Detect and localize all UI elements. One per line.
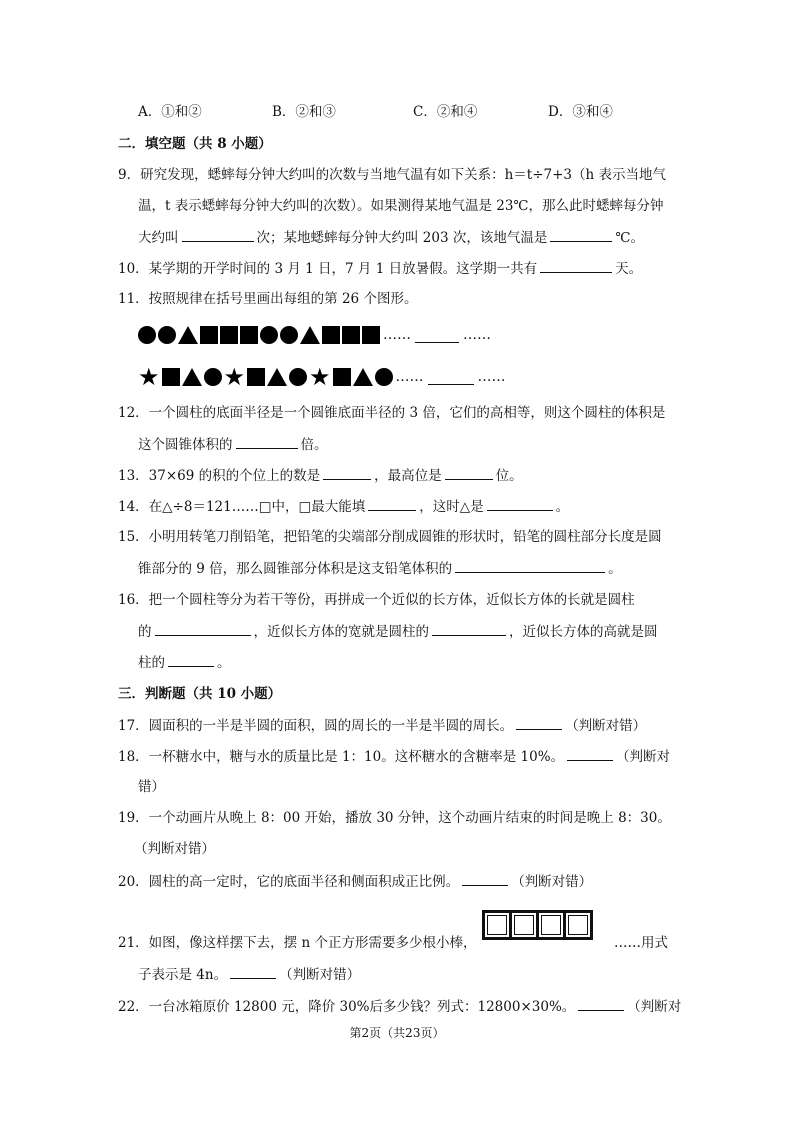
circle-shape (289, 368, 307, 386)
q20-line (118, 871, 592, 892)
q21-text-c: 子表示是 4n。 (138, 967, 228, 983)
q13-text-a: 13．37×69 的积的个位上的数是 (118, 468, 321, 484)
q19-line2: （判断对错） (134, 841, 215, 857)
q15-text-a: 锥部分的 9 倍，那么圆锥部分体积是这支铅笔体积的 (138, 561, 453, 577)
q12-text-b: 倍。 (300, 437, 328, 453)
answer-blank[interactable] (578, 996, 624, 1011)
q16-line2 (138, 621, 658, 642)
answer-blank[interactable] (432, 621, 506, 636)
q16-line3 (138, 652, 231, 673)
q13-text-b: ，最高位是 (374, 468, 442, 484)
ellipsis: …… (383, 327, 411, 343)
q20-text-b: （判断对错） (511, 874, 593, 890)
q22-line (118, 996, 681, 1017)
q9-line3 (138, 227, 644, 248)
square-shape (200, 326, 218, 344)
q10-text-b: 天。 (615, 261, 643, 277)
triangle-shape (267, 368, 287, 386)
q18-text-a: 18．一杯糖水中，糖与水的质量比是 1：10。这杯糖水的含糖率是 10%。 (118, 749, 565, 765)
answer-blank[interactable] (567, 746, 613, 761)
q16-text-b: ，近似长方体的宽就是圆柱的 (253, 624, 429, 640)
triangle-shape (182, 368, 202, 386)
q21-line2 (138, 964, 360, 985)
ellipsis: …… (463, 327, 491, 343)
square-shape (247, 368, 265, 386)
q9-text-c: ℃。 (615, 230, 644, 246)
circle-shape (204, 368, 222, 386)
q14-text-c: 。 (555, 499, 570, 515)
q17-text-b: （判断对错） (565, 718, 647, 734)
circle-shape (280, 326, 298, 344)
q17-line (118, 715, 646, 736)
square-shape (240, 326, 258, 344)
shape-pattern-row-1 (138, 326, 492, 344)
stick-square (482, 910, 512, 940)
square-shape (322, 326, 340, 344)
star-shape: ★ (309, 363, 331, 391)
answer-blank[interactable] (487, 496, 553, 511)
section-3-title: 三．判断题（共 10 小题） (118, 686, 282, 702)
stick-square (509, 910, 539, 940)
answer-blank[interactable] (323, 465, 371, 480)
square-shape (333, 368, 351, 386)
q16-text-a: 的 (138, 624, 152, 640)
q14-line (118, 496, 569, 517)
q13-line (118, 465, 523, 486)
q21-line1 (118, 933, 476, 953)
circle-shape (375, 368, 393, 386)
q16-text-d: 柱的 (138, 655, 165, 671)
answer-blank[interactable] (415, 328, 459, 343)
section-2-title: 二．填空题（共 8 小题） (118, 136, 272, 152)
q15-text-b: 。 (608, 561, 622, 577)
q18-text-b: （判断对 (616, 749, 671, 765)
answer-blank[interactable] (540, 258, 612, 273)
q19-line1: 19．一个动画片从晚上 8：00 开始，播放 30 分钟，这个动画片结束的时间是晚上 8：30。 (118, 810, 671, 826)
square-shape (342, 326, 360, 344)
ellipsis: …… (395, 369, 424, 385)
q9-line1: 9．研究发现，蟋蟀每分钟大约叫的次数与当地气温有如下关系：h＝t÷7+3（h 表示当地气 (118, 167, 666, 183)
q14-text-b: ，这时△是 (419, 499, 484, 515)
q15-line2 (138, 558, 622, 579)
q21-text-b: ……用式 (614, 935, 668, 951)
star-shape: ★ (223, 363, 246, 391)
q18-line1 (118, 746, 670, 767)
answer-blank[interactable] (516, 715, 562, 730)
q10-text-a: 10．某学期的开学时间的 3 月 1 日，7 月 1 日放暑假。这学期一共有 (118, 261, 538, 277)
square-shape (162, 368, 180, 386)
option-c: C．②和④ (413, 104, 478, 120)
q16-text-c: ，近似长方体的高就是圆 (509, 624, 658, 640)
q12-line1: 12．一个圆柱的底面半径是一个圆锥底面半径的 3 倍，它们的高相等，则这个圆柱的体积是 (118, 405, 666, 421)
answer-blank[interactable] (368, 496, 416, 511)
q9-text-a: 大约叫 (138, 230, 179, 246)
q10-line (118, 258, 642, 279)
answer-blank[interactable] (445, 465, 493, 480)
q11-line: 11．按照规律在括号里画出每组的第 26 个图形。 (118, 291, 418, 307)
circle-shape (158, 326, 176, 344)
option-d: D．③和④ (548, 104, 613, 120)
triangle-shape (353, 368, 373, 386)
q22-text-b: （判断对 (627, 999, 682, 1015)
q9-line2: 温，t 表示蟋蟀每分钟大约叫的次数）。如果测得某地气温是 23℃，那么此时蟋蟀每分钟 (138, 198, 664, 214)
triangle-shape (178, 326, 198, 344)
q16-line1: 16．把一个圆柱等分为若干等份，再拼成一个近似的长方体，近似长方体的长就是圆柱 (118, 592, 635, 608)
q12-line2 (138, 434, 328, 455)
circle-shape (138, 326, 156, 344)
option-a: A．①和② (138, 104, 202, 120)
ellipsis: …… (477, 369, 506, 385)
square-shape (362, 326, 380, 344)
circle-shape (260, 326, 278, 344)
q21-text-a: 21．如图，像这样摆下去，摆 n 个正方形需要多少根小棒， (118, 935, 477, 951)
answer-blank[interactable] (236, 434, 298, 449)
q13-text-c: 位。 (495, 468, 523, 484)
square-sticks-figure (482, 910, 590, 940)
answer-blank[interactable] (182, 227, 254, 242)
q18-line2: 错） (138, 779, 165, 795)
stick-square (536, 910, 566, 940)
page-footer: 第2页（共23页） (349, 1026, 445, 1040)
q14-text-a: 14．在△÷8＝121……□中，□最大能填 (118, 499, 366, 515)
option-b: B．②和③ (272, 104, 336, 120)
square-shape (220, 326, 238, 344)
q12-text-a: 这个圆锥体积的 (138, 437, 233, 453)
answer-blank[interactable] (155, 621, 251, 636)
stick-square (563, 910, 593, 940)
answer-blank[interactable] (428, 370, 474, 385)
shape-pattern-row-2 (138, 363, 507, 391)
q15-line1: 15．小明用转笔刀削铅笔，把铅笔的尖端部分削成圆锥的形状时，铅笔的圆柱部分长度是圆 (118, 529, 662, 545)
triangle-shape (300, 326, 320, 344)
answer-blank[interactable] (230, 964, 276, 979)
q21-text-d: （判断对错） (279, 967, 361, 983)
q9-text-b: 次；某地蟋蟀每分钟大约叫 203 次，该地气温是 (256, 230, 548, 246)
q17-text-a: 17．圆面积的一半是半圆的面积，圆的周长的一半是半圆的周长。 (118, 718, 514, 734)
q20-text-a: 20．圆柱的高一定时，它的底面半径和侧面积成正比例。 (118, 874, 460, 890)
answer-blank[interactable] (550, 227, 612, 242)
q16-text-e: 。 (217, 655, 231, 671)
answer-blank[interactable] (455, 558, 605, 573)
star-shape: ★ (138, 363, 160, 391)
answer-blank[interactable] (462, 871, 508, 886)
q22-text-a: 22．一台冰箱原价 12800 元，降价 30%后多少钱？列式：12800×30%。 (118, 999, 576, 1015)
answer-blank[interactable] (168, 652, 214, 667)
